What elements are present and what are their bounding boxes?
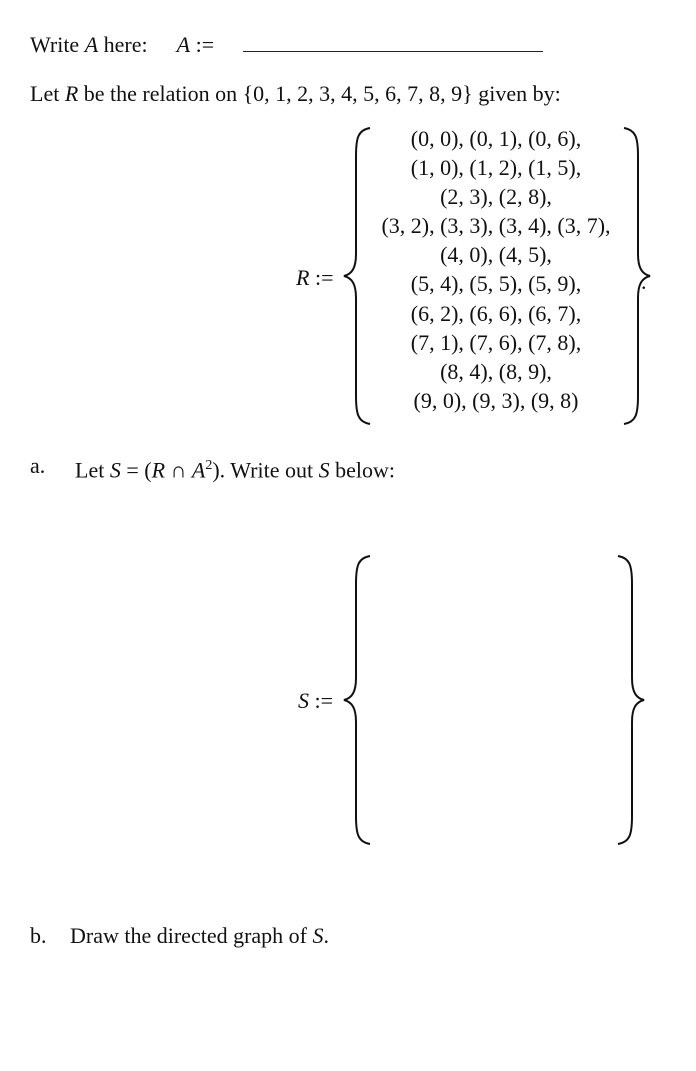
r-label-var: R: [296, 265, 310, 290]
r-label: [296, 264, 333, 292]
r-row: (1, 0), (1, 2), (1, 5),: [410, 155, 582, 181]
part-b-question: [70, 922, 329, 950]
r-row: (9, 0), (9, 3), (9, 8): [413, 387, 579, 413]
part-b-end: .: [323, 923, 330, 948]
s-left-brace: [340, 554, 376, 846]
part-a-sup: 2: [205, 458, 213, 473]
r-trailing-period: .: [641, 269, 647, 294]
r-row: (6, 2), (6, 6), (6, 7),: [410, 300, 582, 326]
intro-rest: be the relation on {0, 1, 2, 3, 4, 5, 6, 7, 8, 9} given by:: [78, 81, 561, 106]
relation-intro: [30, 80, 561, 108]
part-a-question: [75, 452, 395, 484]
s-label-op: :=: [309, 688, 334, 713]
intro-var: R: [64, 81, 79, 106]
s-label-var: S: [298, 688, 309, 713]
part-a-marker: a.: [30, 453, 46, 478]
s-label: [298, 687, 333, 715]
part-b-lead: Draw the directed graph of: [70, 923, 313, 948]
part-a-lead: Let: [75, 457, 110, 483]
r-pair-list: [362, 124, 630, 415]
a-answer-blank[interactable]: [243, 51, 543, 52]
assign-a-var: A: [176, 32, 191, 57]
s-right-brace: [612, 554, 648, 846]
write-a-prompt: [30, 31, 214, 59]
r-row: (7, 1), (7, 6), (7, 8),: [410, 329, 582, 355]
r-row: (4, 0), (4, 5),: [440, 242, 552, 268]
write-a-text: Write: [30, 32, 85, 57]
part-a-close: ). Write out: [212, 457, 319, 483]
part-a-r: R: [151, 457, 166, 483]
r-right-brace: [618, 126, 654, 426]
r-row: (5, 4), (5, 5), (5, 9),: [410, 271, 582, 297]
part-a-eq: = (: [120, 457, 152, 483]
r-row: (2, 3), (2, 8),: [440, 184, 552, 210]
assign-a-op: :=: [190, 32, 215, 57]
write-a-suffix: here:: [98, 32, 148, 57]
part-a-s: S: [109, 457, 121, 483]
r-label-op: :=: [309, 265, 334, 290]
part-a-a: A: [191, 457, 206, 483]
part-a-rest: below:: [329, 457, 395, 483]
intro-lead: Let: [30, 81, 65, 106]
part-b-marker: b.: [30, 923, 47, 948]
s-answer-area[interactable]: [372, 560, 626, 840]
write-a-var: A: [84, 32, 99, 57]
part-a-cap: ∩: [165, 457, 192, 483]
part-b-s: S: [312, 923, 324, 948]
r-row: (8, 4), (8, 9),: [440, 358, 552, 384]
part-a-s2: S: [318, 457, 330, 483]
r-row: (0, 0), (0, 1), (0, 6),: [410, 126, 582, 151]
r-row: (3, 2), (3, 3), (3, 4), (3, 7),: [381, 213, 611, 239]
graph-drawing-area[interactable]: [30, 960, 666, 1060]
